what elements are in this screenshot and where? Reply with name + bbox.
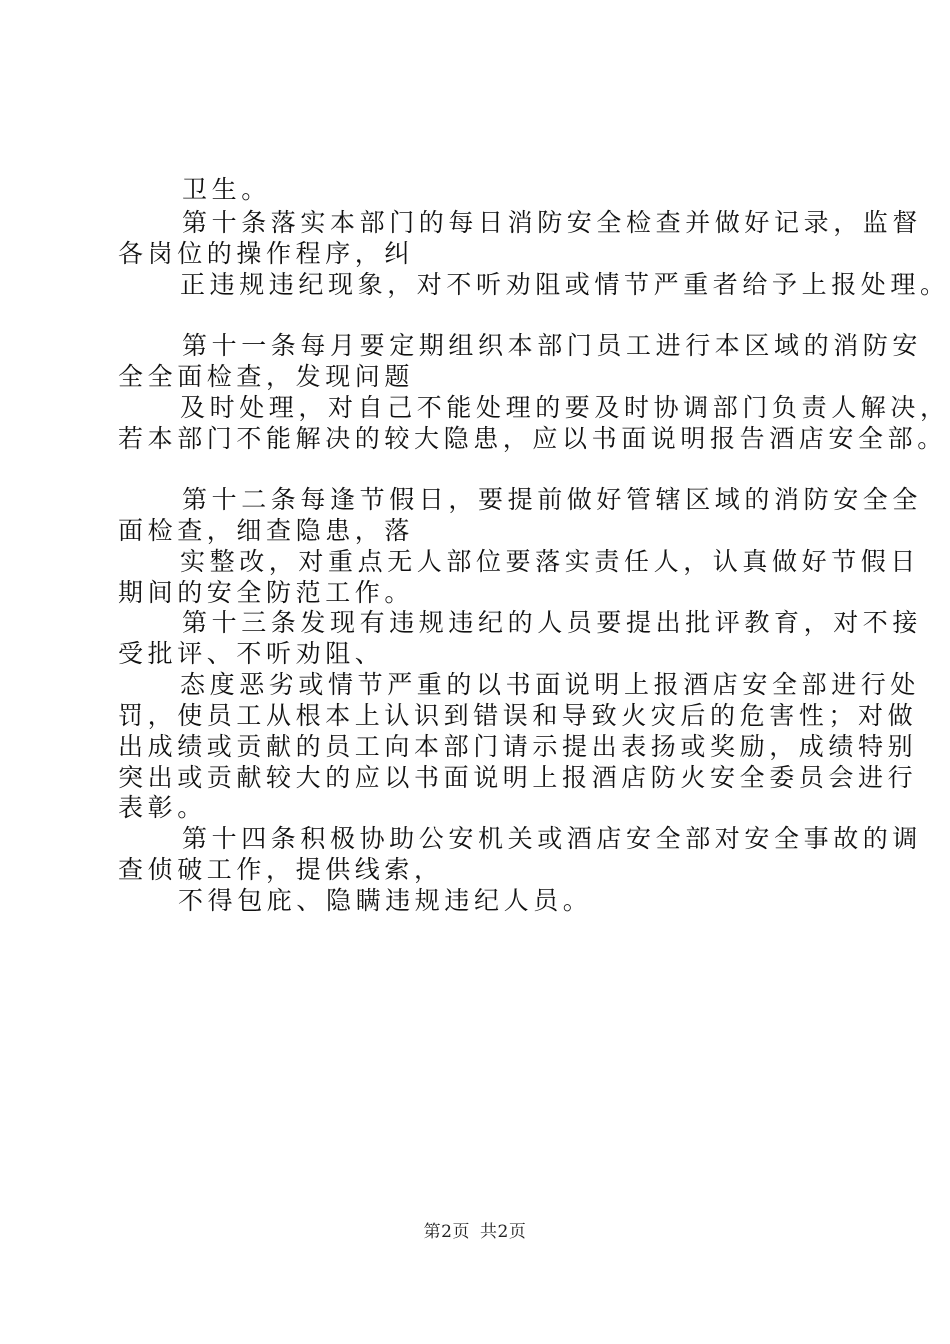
text-line: 期间的安全防范工作。 [118, 578, 415, 607]
text-line: 实整改，对重点无人部位要落实责任人，认真做好节假日 [180, 547, 921, 576]
text-line: 受批评、不听劝阻、 [118, 639, 385, 668]
text-line: 各岗位的操作程序，纠 [118, 239, 415, 268]
text-line: 正违规违纪现象，对不听劝阻或情节严重者给予上报处理。 [180, 270, 950, 299]
text-line: 面检查，细查隐患，落 [118, 516, 415, 545]
text-line: 第十二条每逢节假日，要提前做好管辖区域的消防安全全 [182, 485, 923, 514]
text-line: 第十四条积极协助公安机关或酒店安全部对安全事故的调 [182, 824, 923, 853]
text-line: 罚，使员工从根本上认识到错误和导致火灾后的危害性；对做 [118, 701, 918, 730]
text-line: 第十三条发现有违规违纪的人员要提出批评教育，对不接 [182, 608, 923, 637]
text-line: 及时处理，对自己不能处理的要及时协调部门负责人解决， [180, 393, 950, 422]
text-line: 第十一条每月要定期组织本部门员工进行本区域的消防安 [182, 331, 923, 360]
text-line: 若本部门不能解决的较大隐患，应以书面说明报告酒店安全部。 [118, 424, 947, 453]
text-line: 查侦破工作，提供线索， [118, 855, 444, 884]
text-line: 全全面检查，发现问题 [118, 362, 415, 391]
text-line: 态度恶劣或情节严重的以书面说明上报酒店安全部进行处 [180, 670, 921, 699]
text-line: 出成绩或贡献的员工向本部门请示提出表扬或奖励，成绩特别 [118, 732, 918, 761]
text-line: 不得包庇、隐瞒违规违纪人员。 [178, 886, 593, 915]
page-footer [0, 1217, 950, 1242]
text-line: 卫生。 [182, 175, 271, 204]
page-number-current: 第2页 [423, 1222, 470, 1242]
text-line: 突出或贡献较大的应以书面说明上报酒店防火安全委员会进行 [118, 763, 918, 792]
text-line: 表彰。 [118, 793, 207, 822]
text-line: 第十条落实本部门的每日消防安全检查并做好记录，监督 [182, 208, 923, 237]
page-number-total: 共2页 [480, 1222, 527, 1242]
